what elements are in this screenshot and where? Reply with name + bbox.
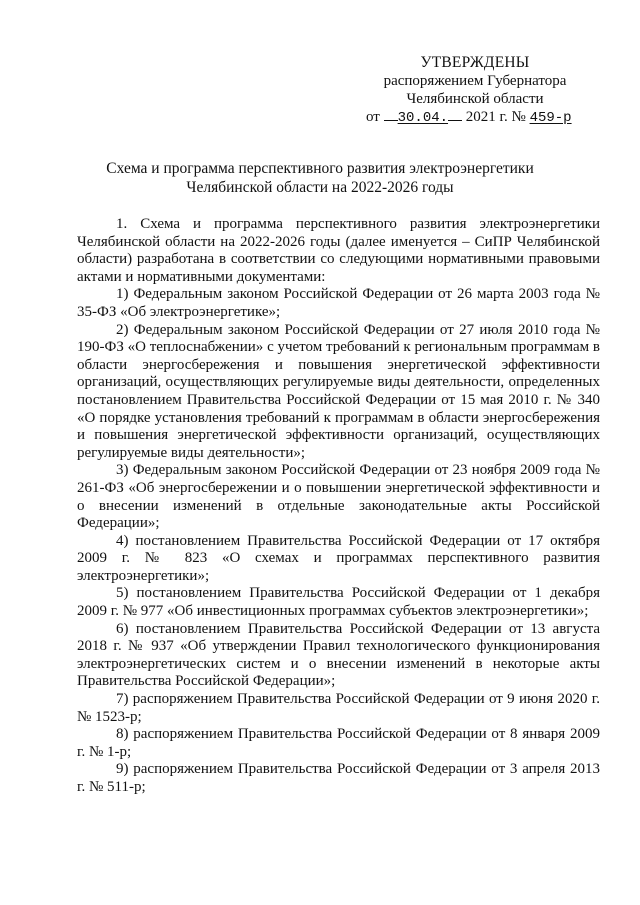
handwritten-date: 30.04. [397,110,449,126]
title-line-1: Схема и программа перспективного развития электроэнергетики [106,160,534,177]
date-blank-left [384,108,398,121]
year-and-number-label: 2021 г. № [465,109,526,125]
document-title [70,159,570,197]
paragraph-intro: 1. Схема и программа перспективного развития электроэнергетики Челябинской области на 2022-2026 годы (далее именуется – СиПР Челябинской области) разработана в соответствии со следующими нормативными правовыми актами и нормативными документами: [77,216,600,285]
approval-date-line [360,108,590,127]
date-blank-right [448,108,462,121]
list-item-7: 7) распоряжением Правительства Российской Федерации от 9 июня 2020 г. № 1523-р; [77,691,600,725]
approval-heading: УТВЕРЖДЕНЫ [420,54,530,71]
date-prefix: от [366,109,380,125]
approval-line-1: распоряжением Губернатора [383,73,567,89]
list-item-8: 8) распоряжением Правительства Российской Федерации от 8 января 2009 г. № 1-р; [77,726,600,760]
list-item-6: 6) постановлением Правительства Российской Федерации от 13 августа 2018 г. № 937 «Об утверждении Правил технологического функционирования электроэнергетических систем и о внесении изменений в некоторые акты Правительства Российской Федерации»; [77,620,600,690]
list-item-9: 9) распоряжением Правительства Российской Федерации от 3 апреля 2013 г. № 511-р; [77,761,600,795]
list-item-1: 1) Федеральным законом Российской Федерации от 26 марта 2003 года № 35-ФЗ «Об электроэнергетике»; [77,286,600,320]
list-item-3: 3) Федеральным законом Российской Федерации от 23 ноября 2009 года № 261-ФЗ «Об энергосбережении и о повышении энергетической эффективности и о внесении изменений в отдельные законодательные акты Российской Федерации»; [77,462,600,532]
approval-line-2: Челябинской области [406,91,544,107]
handwritten-number: 459-р [529,110,572,126]
document-body [77,216,600,797]
title-line-2: Челябинской области на 2022-2026 годы [186,179,454,196]
list-item-5: 5) постановлением Правительства Российской Федерации от 1 декабря 2009 г. № 977 «Об инвестиционных программах субъектов электроэнергетики»; [77,585,600,620]
approval-stamp-block [360,54,590,127]
list-item-2: 2) Федеральным законом Российской Федерации от 27 июля 2010 года № 190-ФЗ «О теплоснабжении» с учетом требований к региональным программам в области энергосбережения и повышения энергетической эффективности организаций, осуществляющих регулируемые виды деятельности, определенных постановлением Правительства Российской Федерации от 15 мая 2010 г. № 340 «О порядке установления требований к программам в области энергосбережения и повышения энергетической эффективности организаций, осуществляющих регулируемые виды деятельности»; [77,321,600,461]
list-item-4: 4) постановлением Правительства Российской Федерации от 17 октября 2009 г. № 823 «О схемах и программах перспективного развития электроэнергетики»; [77,532,600,584]
